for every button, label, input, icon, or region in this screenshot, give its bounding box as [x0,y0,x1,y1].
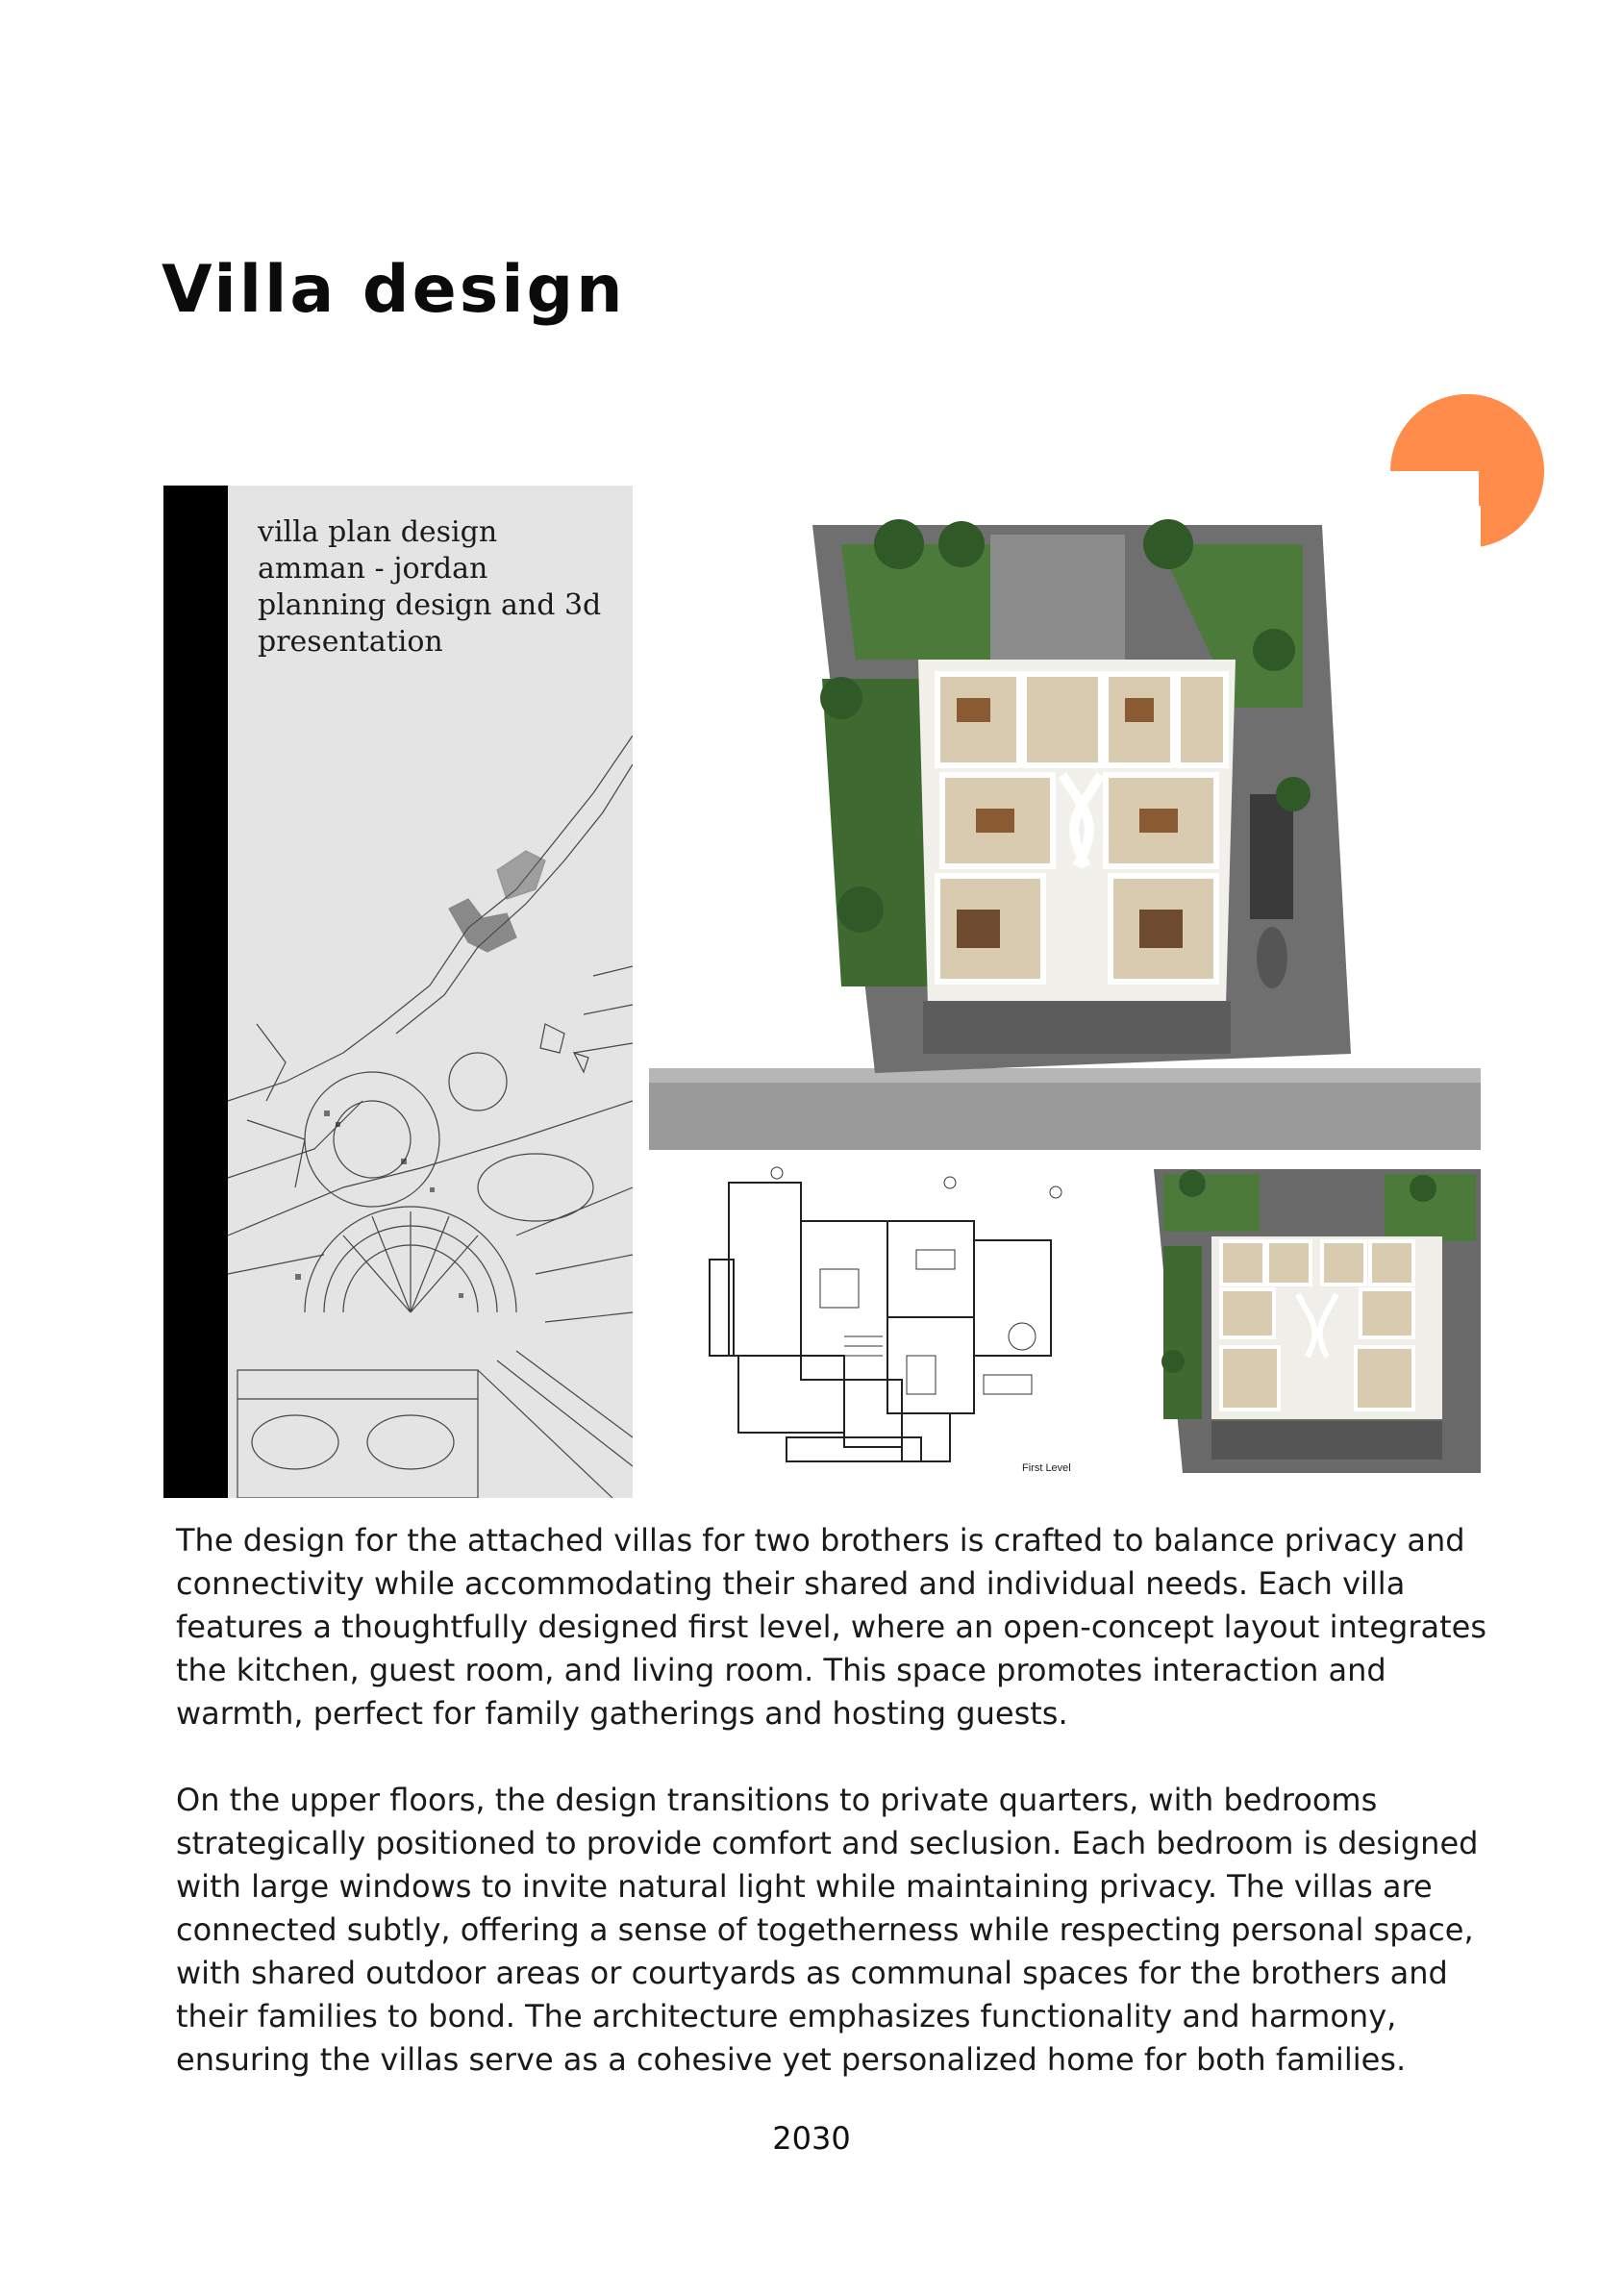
description-paragraph-2: On the upper floors, the design transitions to private quarters, with bedrooms strategically positioned to provide comfort and seclusion. Each bedroom is designed with large windows to invite natural light while maintaining privacy. The villas are connected subtly, offering a sense of togetherness while respecting personal space, with shared outdoor areas or courtyards as communal spaces for the brothers and their families to bond. The architecture emphasizes functionality and harmony, ensuring the villas serve as a cohesive yet personalized home for both families. [176,1782,1479,2078]
page-number: 2030 [772,2120,851,2157]
panel-line-2: amman - jordan [258,552,488,586]
panel-caption [258,514,623,661]
project-info-panel [163,486,633,1498]
plan-label: First Level [1022,1462,1071,1474]
panel-black-bar [163,486,228,1498]
panel-line-4: presentation [258,625,443,659]
panel-line-3: planning design and 3d [258,588,602,622]
villa-upper-floor-render-image [1154,1169,1481,1473]
page-title: Villa design [162,252,626,328]
urban-sketch-map-image [228,736,633,1498]
villa-3d-render-image [649,506,1481,1150]
project-description [176,1519,1503,2082]
panel-line-1: villa plan design [258,515,498,549]
first-level-floor-plan-image [690,1163,1085,1481]
description-paragraph-1: The design for the attached villas for two brothers is crafted to balance privacy and connectivity while accommodating their shared and individual needs. Each villa features a thoughtfully designed first level, where an open-concept layout integrates the kitchen, guest room, and living room. This space promotes interaction and warmth, perfect for family gatherings and hosting guests. [176,1522,1486,1732]
